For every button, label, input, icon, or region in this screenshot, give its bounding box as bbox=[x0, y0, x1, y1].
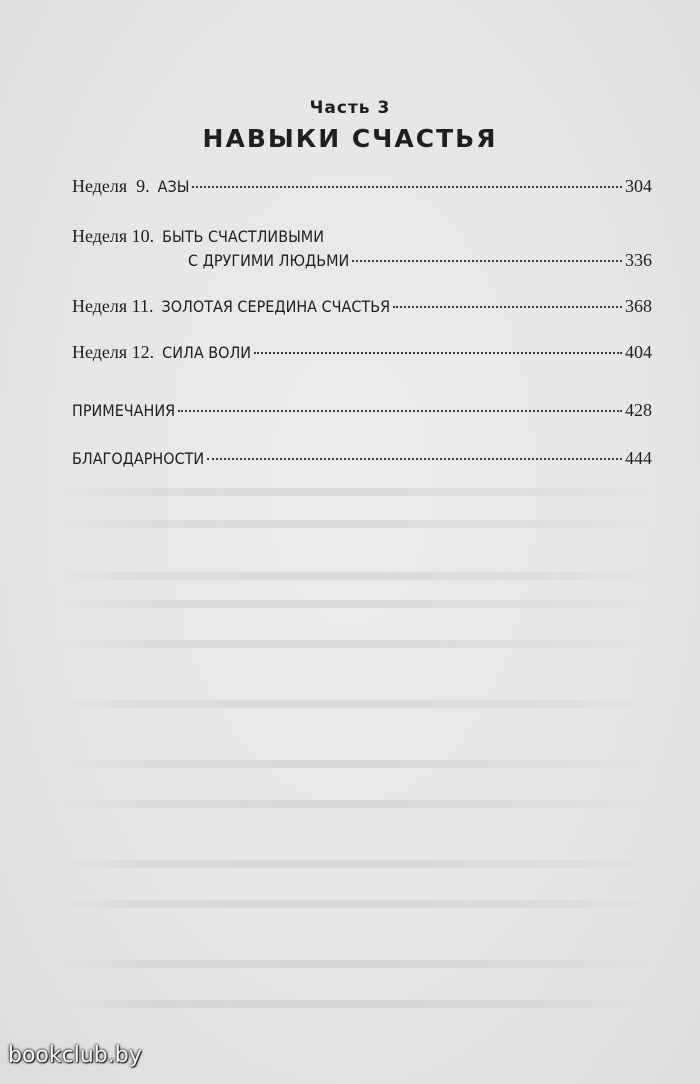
toc-entry-acknowledgements[interactable] bbox=[72, 448, 652, 472]
entry-title-cont: С ДРУГИМИ ЛЮДЬМИ bbox=[188, 251, 350, 270]
dot-leader bbox=[178, 410, 622, 412]
entry-title: БЛАГОДАРНОСТИ bbox=[72, 449, 205, 468]
toc-entry-week-9[interactable] bbox=[72, 176, 652, 200]
bleed-through bbox=[60, 640, 650, 648]
toc-entry-week-10-cont[interactable] bbox=[72, 250, 652, 274]
entry-prefix: Неделя 9. bbox=[72, 176, 150, 196]
entry-title: ПРИМЕЧАНИЯ bbox=[72, 401, 176, 420]
entry-title: ЗОЛОТАЯ СЕРЕДИНА СЧАСТЬЯ bbox=[161, 297, 391, 316]
bleed-through bbox=[60, 600, 650, 608]
toc-entry-notes[interactable] bbox=[72, 400, 652, 424]
part-title: НАВЫКИ СЧАСТЬЯ bbox=[202, 124, 498, 153]
bleed-through bbox=[60, 900, 650, 908]
entry-title: АЗЫ bbox=[157, 177, 190, 196]
entry-prefix: Неделя 10. bbox=[72, 226, 155, 246]
site-watermark: bookclub.by bbox=[8, 1043, 142, 1068]
bleed-through bbox=[60, 520, 650, 528]
bleed-through bbox=[60, 572, 650, 580]
bleed-through bbox=[60, 488, 650, 496]
entry-page: 368 bbox=[625, 296, 652, 316]
bleed-through bbox=[60, 760, 650, 768]
entry-page: 404 bbox=[625, 342, 652, 362]
bleed-through bbox=[60, 960, 650, 968]
entry-page: 304 bbox=[625, 176, 652, 196]
entry-title: СИЛА ВОЛИ bbox=[162, 343, 252, 362]
entry-page: 336 bbox=[625, 250, 652, 270]
toc-entry-week-11[interactable] bbox=[72, 296, 652, 320]
dot-leader bbox=[352, 260, 622, 262]
part-label: Часть 3 bbox=[309, 98, 391, 118]
bleed-through bbox=[60, 860, 650, 868]
bleed-through bbox=[60, 800, 650, 808]
entry-page: 428 bbox=[625, 400, 652, 420]
entry-page: 444 bbox=[625, 448, 652, 468]
bleed-through bbox=[60, 1000, 650, 1008]
dot-leader bbox=[393, 306, 622, 308]
entry-prefix: Неделя 12. bbox=[72, 342, 155, 362]
dot-leader bbox=[254, 352, 622, 354]
dot-leader bbox=[207, 458, 622, 460]
toc-entry-week-10[interactable] bbox=[72, 226, 652, 250]
entry-title: БЫТЬ СЧАСТЛИВЫМИ bbox=[162, 227, 324, 246]
dot-leader bbox=[192, 186, 622, 188]
entry-prefix: Неделя 11. bbox=[72, 296, 154, 316]
toc-entry-week-12[interactable] bbox=[72, 342, 652, 366]
bleed-through bbox=[60, 700, 650, 708]
